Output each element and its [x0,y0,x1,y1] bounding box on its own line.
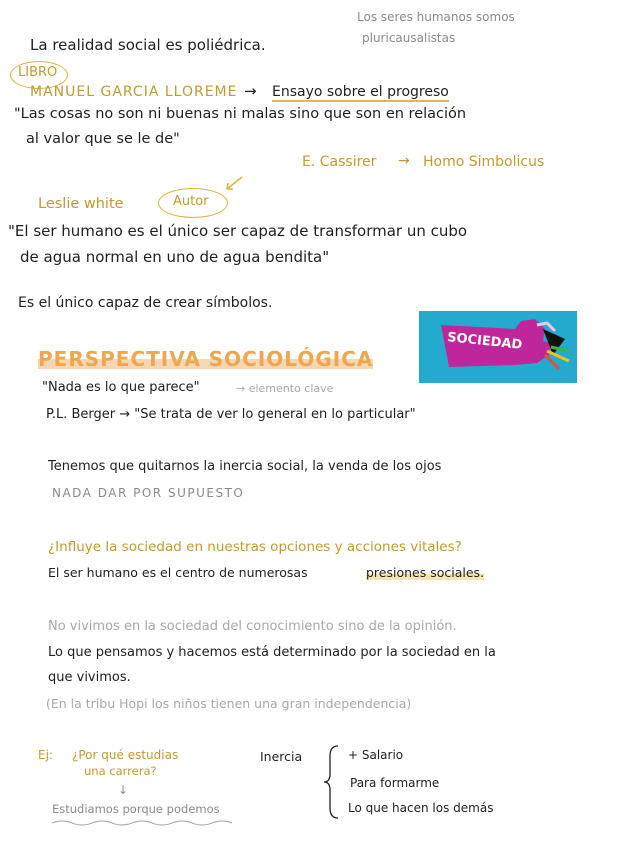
presiones-sociales: presiones sociales. [366,565,485,580]
example-question-1: ¿Por qué estudias [72,748,179,762]
berger-line: P.L. Berger → "Se trata de ver lo general en lo particular" [46,407,416,422]
nada-dar-por-supuesto: NADA DAR POR SUPUESTO [52,486,245,500]
example-label: Ej: [38,748,53,762]
essay-title: Ensayo sobre el progreso [272,84,449,100]
hopi-line: (En la tribu Hopi los niños tienen una gran independencia) [46,696,412,711]
example-answer: Estudiamos porque podemos [52,802,220,816]
author-manuel: MANUEL GARCIA LLOREME [30,84,238,100]
autor-tag: Autor [173,194,209,209]
libro-tag: LIBRO [18,65,58,80]
inercia-word: Inercia [260,749,303,764]
cassirer-work: Homo Simbolicus [423,154,545,170]
down-arrow-icon: ↓ [118,783,129,797]
inercia-social-line: Tenemos que quitarnos la inercia social, la venda de los ojos [48,459,442,474]
cassirer-name: E. Cassirer [302,154,377,170]
section-heading: PERSPECTIVA SOCIOLÓGICA [38,347,374,371]
pensamos-line-a: Lo que pensamos y hacemos está determinado por la sociedad en la [48,645,496,660]
curly-brace [322,744,342,820]
quote1-line-b: al valor que se le de" [26,131,180,147]
side-note-line-2: pluricausalistas [362,31,456,45]
leslie-white: Leslie white [38,196,124,212]
pointer-arrow-icon [224,175,244,193]
example-question-2: una carrera? [84,764,157,778]
side-note-line-1: Los seres humanos somos [357,10,515,24]
arrow-2: → [398,153,410,169]
no-vivimos-line: No vivimos en la sociedad del conocimiento sino de la opinión. [48,619,457,634]
arrow-1: → [244,82,257,100]
list-item-formarme: Para formarme [350,776,440,790]
presiones-prefix: El ser humano es el centro de numerosas [48,565,308,580]
pensamos-line-b: que vivimos. [48,670,131,685]
list-item-salario: + Salario [348,748,404,762]
line-realidad-social: La realidad social es poliédrica. [30,36,266,54]
sociedad-word: SOCIEDAD [446,330,523,353]
quote2-line-a: "El ser humano es el único ser capaz de transformar un cubo [8,222,468,240]
answer-squiggle [52,819,232,827]
sociedad-image [419,311,577,383]
quote2-line-b: de agua normal en uno de agua bendita" [20,248,330,266]
quote1-line-a: "Las cosas no son ni buenas ni malas sino que son en relación [14,106,467,122]
elemento-clave: → elemento clave [236,382,334,395]
symbols-line: Es el único capaz de crear símbolos. [18,295,273,311]
list-item-los-demas: Lo que hacen los demás [348,801,494,815]
question-line: ¿Influye la sociedad en nuestras opciones y acciones vitales? [48,539,462,555]
nada-quote: "Nada es lo que parece" [42,380,200,395]
